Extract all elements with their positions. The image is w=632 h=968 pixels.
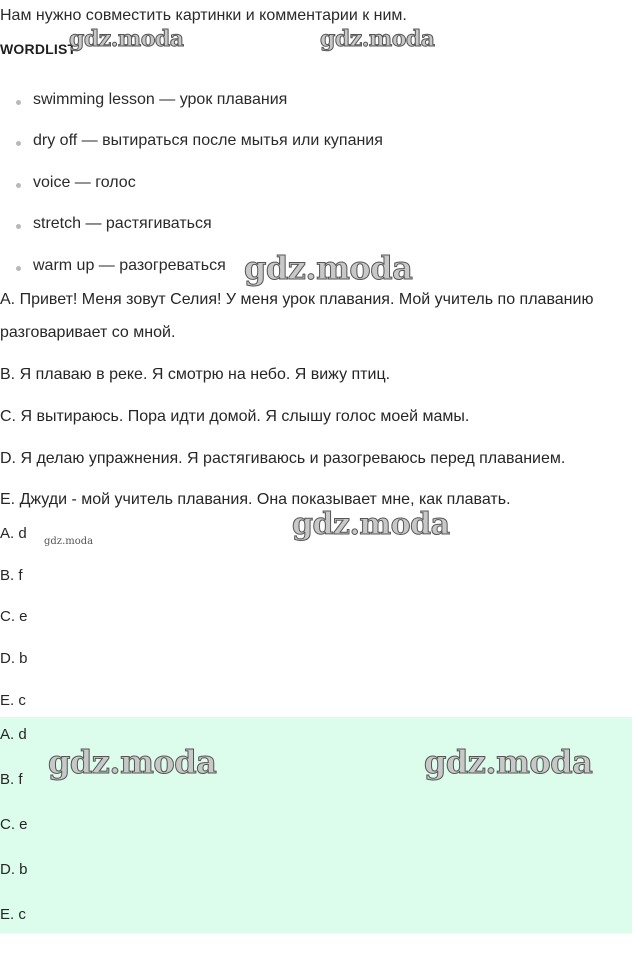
list-item-text: warm up — разогреваться: [33, 257, 226, 274]
bullet-icon: [16, 141, 21, 146]
paragraph-e: E. Джуди - мой учитель плавания. Она показывает мне, как плавать.: [0, 491, 511, 508]
watermark: gdz.moda: [244, 249, 413, 287]
answer-d: D. b: [0, 650, 28, 667]
list-item-text: dry off — вытираться после мытья или купания: [33, 132, 383, 149]
highlighted-answer-b: B. f: [0, 771, 23, 788]
watermark: gdz.moda: [44, 536, 94, 547]
intro-text: Нам нужно совместить картинки и комментарии к ним.: [0, 7, 407, 24]
highlighted-answer-d: D. b: [0, 861, 28, 878]
bullet-icon: [16, 183, 21, 188]
paragraph-a-cont: разговаривает со мной.: [0, 324, 176, 341]
list-item-text: stretch — растягиваться: [33, 215, 212, 232]
paragraph-a: A. Привет! Меня зовут Селия! У меня урок плавания. Мой учитель по плаванию: [0, 291, 594, 308]
watermark: gdz.moda: [320, 26, 435, 52]
bullet-icon: [16, 266, 21, 271]
watermark: gdz.moda: [48, 743, 217, 781]
paragraph-d: D. Я делаю упражнения. Я растягиваюсь и разогреваюсь перед плаванием.: [0, 450, 566, 467]
answer-b: B. f: [0, 567, 23, 584]
answer-a: A. d: [0, 525, 27, 542]
answer-e: E. c: [0, 692, 26, 709]
paragraph-c: C. Я вытираюсь. Пора идти домой. Я слышу голос моей мамы.: [0, 408, 470, 425]
wordlist-heading: WORDLIST: [0, 41, 77, 57]
highlighted-answer-e: E. c: [0, 906, 26, 923]
watermark: gdz.moda: [69, 26, 184, 52]
watermark: gdz.moda: [292, 507, 450, 542]
highlighted-answer-c: C. e: [0, 816, 28, 833]
watermark: gdz.moda: [424, 743, 593, 781]
answer-c: C. e: [0, 608, 28, 625]
highlighted-answer-a: A. d: [0, 726, 27, 743]
bullet-icon: [16, 100, 21, 105]
bullet-icon: [16, 224, 21, 229]
list-item-text: voice — голос: [33, 174, 136, 191]
paragraph-b: B. Я плаваю в реке. Я смотрю на небо. Я вижу птиц.: [0, 366, 391, 383]
list-item-text: swimming lesson — урок плавания: [33, 91, 288, 108]
